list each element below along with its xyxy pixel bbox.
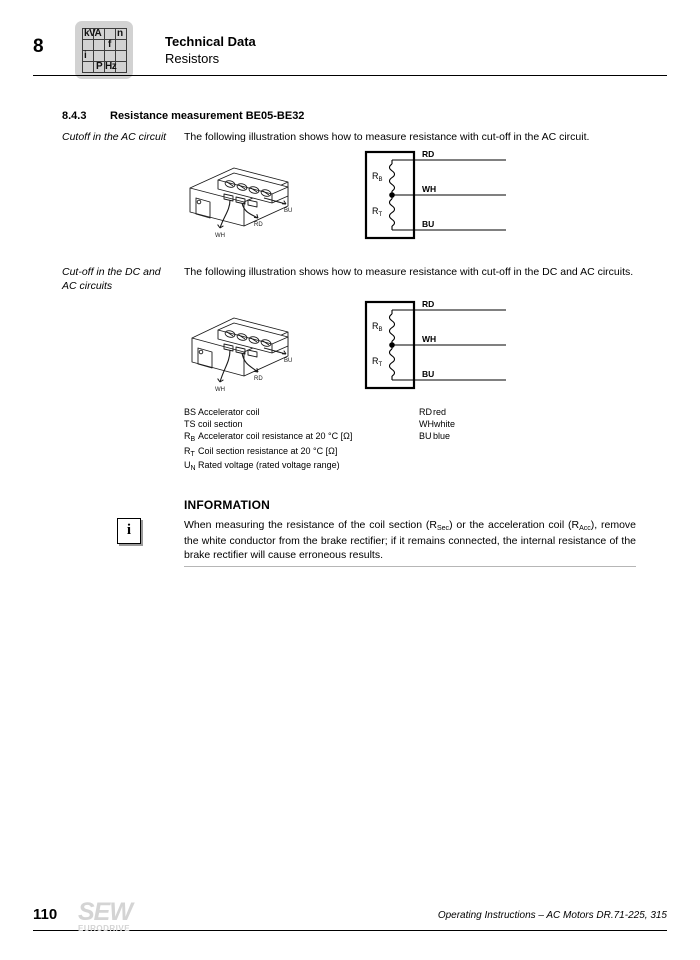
wire-label-wh: WH [215,233,225,239]
terminal-label-wh: WH [422,334,437,344]
section-heading [62,110,304,122]
grid-label-i: i [84,50,87,61]
body-text-ac: The following illustration shows how to measure resistance with cut-off in the AC circuit. [184,131,590,143]
grid-cell [83,51,94,62]
legend-text: coil section [198,419,243,430]
section-title: Resistance measurement BE05-BE32 [110,110,305,122]
info-text-part3: ), remove the white conductor from the brake rectifier; if it remains connected, the internal resistance of the brake rectifier will cause erroneous results. [184,519,637,561]
legend-item-bs [184,406,419,418]
wire-label-bu: BU [284,208,293,214]
terminal-block-illustration-dc-ac [186,312,306,397]
section-number: 8.4.3 [62,110,87,122]
grid-cell [94,62,105,73]
circuit-diagram-dc-ac [362,298,512,398]
body-text-dc-ac: The following illustration shows how to measure resistance with cut-off in the DC and AC circuits. [184,266,634,278]
legend-item-wh [419,418,455,430]
wire-label-rd: RD [254,222,263,228]
terminal-label-bu: BU [422,369,435,379]
wire-label-rd: RD [254,376,263,382]
info-text-part1: When measuring the resistance of the coil section (R [184,519,437,531]
legend-symbol-base: U [184,459,191,470]
wire-label-bu: BU [284,358,293,364]
kva-grid [82,28,127,73]
grid-cell [105,62,116,73]
legend-item-un [184,459,419,473]
legend-symbol: RD [419,407,432,417]
page-header [0,0,700,86]
grid-cell [116,62,127,73]
legend-item-rt [184,445,419,459]
legend [184,406,636,473]
legend-symbol: BS [184,407,197,417]
terminal-label-bu: BU [422,219,435,229]
resistor-label-rb: $R_B$ [372,321,383,333]
resistor-label-rt: $R_T$ [372,206,383,218]
grid-label-kva: kVA [84,28,102,39]
page-footer [0,890,700,960]
info-icon: i [117,518,141,544]
terminal-block-illustration-ac [184,160,304,245]
info-text-part2: ) or the acceleration coil (R [449,519,580,531]
grid-cell [83,62,94,73]
legend-row [184,445,636,459]
legend-item-bu [419,430,450,444]
terminal-label-rd: RD [422,299,435,309]
info-text-sub1: Sec [437,525,450,532]
margin-note-ac: Cutoff in the AC circuit [62,131,167,143]
wire-label-wh: WH [215,387,225,392]
grid-cell [94,29,105,40]
grid-label-p: P [96,61,103,72]
legend-text: Accelerator coil [198,407,260,417]
circuit-diagram-ac [362,148,512,248]
legend-symbol [184,445,198,459]
terminal-label-rd: RD [422,149,435,159]
header-subtitle: Resistors [165,51,220,66]
logo-wordmark: SEW [78,898,132,926]
legend-symbol: BU [419,431,432,442]
grid-cell [94,40,105,51]
information-heading: INFORMATION [184,498,270,512]
legend-symbol [184,430,198,444]
terminal-label-wh: WH [422,184,437,194]
margin-note-dc-ac: Cut-off in the DC and AC circuits [62,266,161,292]
legend-text: blue [433,431,451,442]
header-title: Technical Data [165,34,256,49]
legend-row [184,459,636,473]
legend-text: Rated voltage (rated voltage range) [198,459,340,470]
grid-cell [105,40,116,51]
legend-symbol: WH [419,419,434,430]
sew-eurodrive-logo [78,900,173,934]
information-divider [184,566,636,567]
grid-cell [116,29,127,40]
legend-symbol: TS [184,419,196,430]
kva-grid-icon [75,21,133,79]
legend-text: white [434,419,456,430]
resistor-label-rb: $R_B$ [372,171,383,183]
header-titles [165,33,256,67]
chapter-number: 8 [33,36,44,57]
legend-row [184,430,636,444]
logo-subtitle: EURODRIVE [78,924,131,933]
legend-text: Coil section resistance at 20 °C [Ω] [198,445,338,456]
legend-row [184,418,636,430]
grid-cell [116,51,127,62]
grid-label-n: n [117,28,124,39]
legend-text: red [433,407,447,417]
grid-cell [116,40,127,51]
legend-row [184,406,636,418]
page-number: 110 [33,906,58,923]
header-divider [33,75,667,76]
resistor-label-rt: $R_T$ [372,356,383,368]
legend-symbol-sub: T [190,450,195,458]
information-body [184,498,636,562]
grid-label-hz: Hz [105,61,117,72]
legend-item-rb [184,430,419,444]
legend-item-ts [184,418,419,430]
information-text [184,518,636,562]
info-text-sub2: Acc [579,525,591,532]
legend-item-rd [419,406,446,418]
legend-symbol-base: R [184,445,191,456]
grid-label-f: f [108,39,112,50]
legend-symbol-sub: N [190,464,196,472]
footer-document-title: Operating Instructions – AC Motors DR.71-225, 315 [437,910,667,921]
grid-cell [83,28,102,40]
legend-text: Accelerator coil resistance at 20 °C [Ω] [198,431,353,442]
legend-symbol-sub: B [190,436,196,444]
legend-symbol [184,459,198,473]
legend-symbol-base: R [184,431,191,442]
